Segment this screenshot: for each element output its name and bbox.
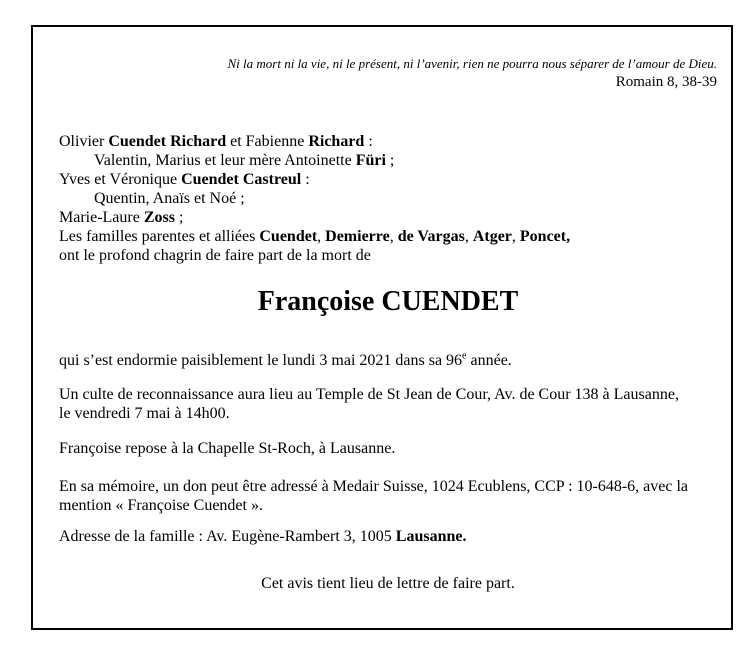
death-date-text: année. [466, 352, 512, 369]
family-name-bold: Cuendet [259, 228, 318, 245]
death-notice-border [31, 25, 733, 630]
closing-line: Cet avis tient lieu de lettre de faire part. [261, 575, 515, 592]
repose-line: Françoise repose à la Chapelle St-Roch, à Lausanne. [59, 440, 396, 457]
epigraph-quote: Ni la mort ni la vie, ni le présent, ni l’avenir, rien ne pourra nous séparer de l’amour de Dieu. [227, 56, 717, 71]
epigraph-attribution: Romain 8, 38-39 [615, 74, 717, 90]
family-text: , [464, 228, 473, 245]
donation-line-2: mention « Françoise Cuendet ». [59, 497, 263, 514]
address-city-bold: Lausanne. [395, 528, 467, 545]
address-text: Adresse de la famille : Av. Eugène-Rambert 3, 1005 [59, 528, 396, 545]
family-name-bold: de Vargas [397, 228, 465, 245]
family-name-bold: Füri [355, 152, 386, 169]
family-text: Les familles parentes et alliées [59, 228, 260, 245]
family-text: Olivier [59, 133, 109, 150]
family-name-bold: Atger [472, 228, 512, 245]
family-text: : [301, 171, 310, 188]
deceased-name-title: Françoise CUENDET [257, 286, 519, 317]
family-line-olivier [59, 132, 717, 151]
family-text: Marie-Laure [59, 209, 144, 226]
family-name-bold: Richard [308, 133, 365, 150]
paragraph-service [59, 385, 717, 423]
death-date-text: qui s’est endormie paisiblement le lundi 3 mai 2021 dans sa 96 [59, 352, 463, 369]
address-line [59, 527, 717, 546]
epigraph [59, 54, 717, 92]
paragraph-death-date [59, 351, 717, 370]
family-line-valentin [59, 151, 717, 170]
family-text: , [317, 228, 326, 245]
family-text: , [511, 228, 520, 245]
family-line-marie-laure [59, 208, 717, 227]
family-line-yves [59, 170, 717, 189]
family-text: Quentin, Anaïs et Noé ; [94, 190, 245, 207]
family-name-bold: Cuendet Castreul [181, 171, 302, 188]
death-date-line [59, 351, 717, 370]
paragraph-family-address [59, 527, 717, 546]
service-line-1: Un culte de reconnaissance aura lieu au Temple de St Jean de Cour, Av. de Cour 138 à Lausanne, [59, 386, 679, 403]
service-line-2: le vendredi 7 mai à 14h00. [59, 405, 230, 422]
paragraph-donation [59, 477, 717, 515]
family-text: ; [385, 152, 395, 169]
age-superscript: e [462, 350, 467, 362]
family-name-bold: Demierre [325, 228, 390, 245]
family-text: Yves et Véronique [59, 171, 182, 188]
family-text: : [364, 133, 373, 150]
family-line-allied-families [59, 227, 717, 246]
family-text: , [389, 228, 398, 245]
family-text: Valentin, Marius et leur mère Antoinette [94, 152, 356, 169]
family-line-quentin [59, 189, 717, 208]
family-text: et Fabienne [226, 133, 309, 150]
donation-line-1: En sa mémoire, un don peut être adressé à Medair Suisse, 1024 Ecublens, CCP : 10-648-6, avec la [59, 478, 689, 495]
family-announcement [59, 132, 717, 265]
paragraph-repose [59, 439, 717, 458]
family-text: ; [174, 209, 184, 226]
family-line-chagrin [59, 246, 717, 265]
family-name-bold: Poncet, [519, 228, 571, 245]
family-text: ont le profond chagrin de faire part de la mort de [59, 247, 371, 264]
family-name-bold: Cuendet Richard [108, 133, 227, 150]
death-notice-content [33, 27, 731, 593]
family-name-bold: Zoss [143, 209, 175, 226]
